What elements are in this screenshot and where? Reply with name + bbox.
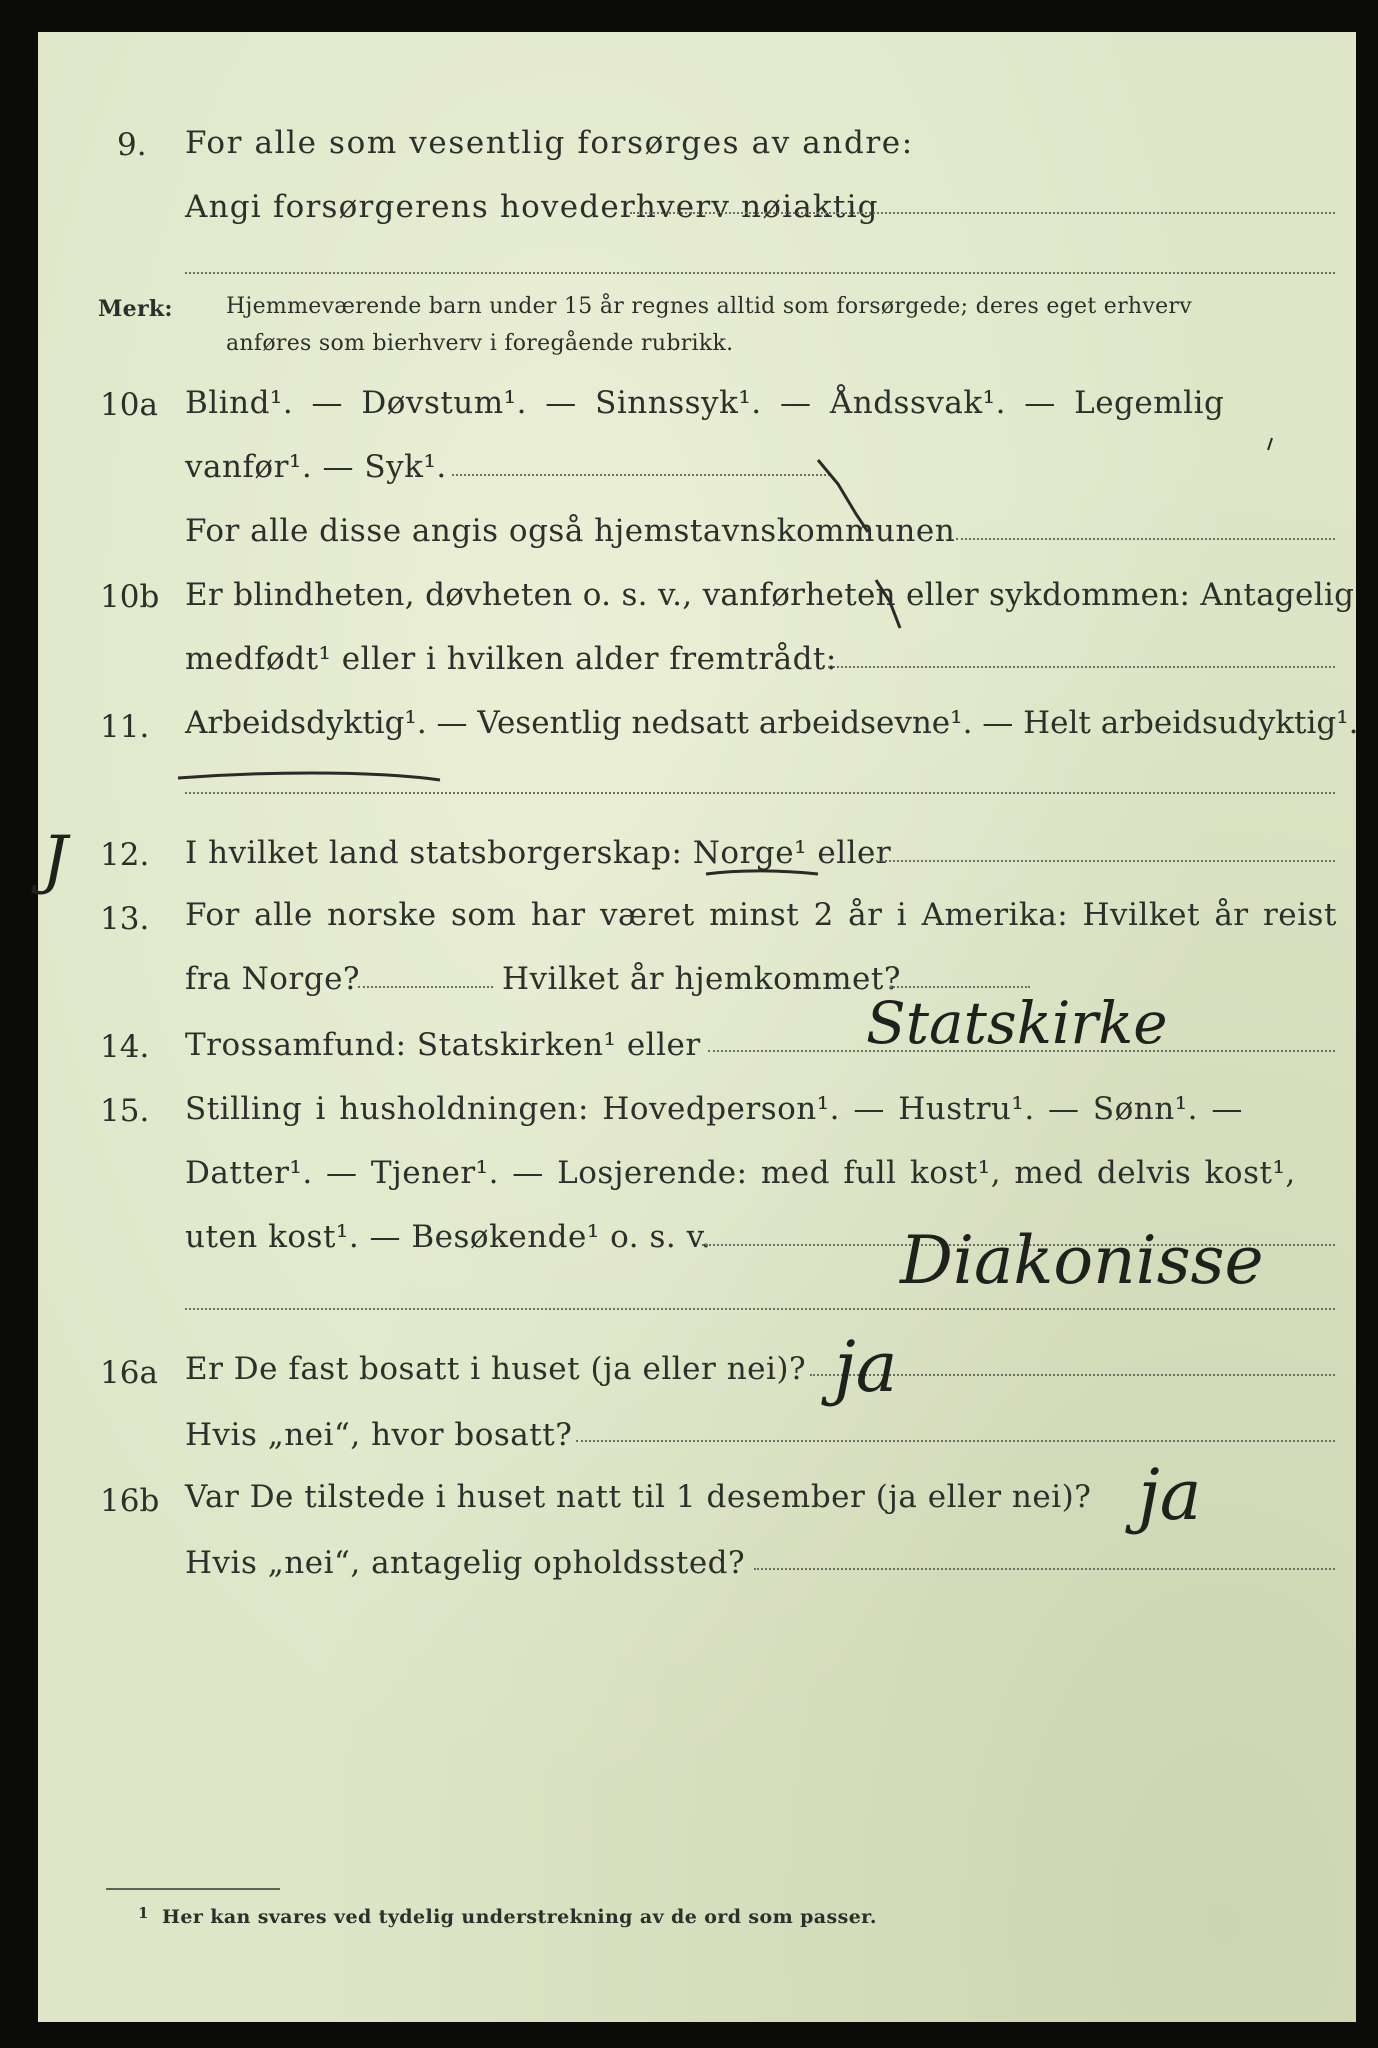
question-10a-text-2: vanfør¹. — Syk¹. [185, 449, 447, 485]
norge-underline [706, 871, 818, 874]
question-16b-handwritten-answer: ja [1138, 1454, 1202, 1536]
question-9-number: 9. [117, 127, 147, 163]
census-form-page [38, 32, 1359, 2022]
question-13-number: 13. [100, 901, 150, 937]
question-12-number: 12. [100, 837, 150, 873]
question-12-text: I hvilket land statsborgerskap: Norge¹ eller [185, 835, 892, 871]
question-16a-number: 16a [100, 1355, 158, 1391]
pen-stroke-10a [818, 460, 868, 532]
question-16b-text-2: Hvis „nei“, antagelig opholdssted? [185, 1545, 746, 1581]
question-9-text: For alle som vesentlig forsørges av andre: [185, 125, 914, 161]
question-15-text: Stilling i husholdningen: Hovedperson¹. — Hustru¹. — Sønn¹. — [185, 1091, 1243, 1127]
question-14-text: Trossamfund: Statskirken¹ eller [185, 1027, 701, 1063]
question-10a-hjemstavn: For alle disse angis også hjemstavnskommunen [185, 513, 956, 549]
arbeidsdyktig-underline [178, 773, 440, 780]
question-16a-text-2: Hvis „nei“, hvor bosatt? [185, 1417, 573, 1453]
merk-label: Merk: [98, 296, 173, 322]
question-15-number: 15. [100, 1093, 150, 1129]
pen-marks [38, 32, 1356, 2022]
question-16a-handwritten-answer: ja [834, 1326, 898, 1408]
question-10a-number: 10a [100, 387, 158, 423]
question-11-text: Arbeidsdyktig¹. — Vesentlig nedsatt arbeidsevne¹. — Helt arbeidsudyktig¹. [185, 705, 1359, 741]
merk-text-line-2: anføres som bierhverv i foregående rubrikk. [226, 331, 734, 356]
question-10a-text: Blind¹. — Døvstum¹. — Sinnssyk¹. — Åndssvak¹. — Legemlig [185, 385, 1225, 421]
margin-check-mark: J [42, 823, 68, 897]
question-16a-text: Er De fast bosatt i huset (ja eller nei)? [185, 1351, 807, 1387]
question-10b-text-2: medfødt¹ eller i hvilken alder fremtrådt: [185, 641, 837, 677]
question-13-hjemkommet-label: Hvilket år hjemkommet? [502, 961, 901, 997]
footnote-text: Her kan svares ved tydelig understrekning av de ord som passer. [162, 1906, 877, 1928]
question-9-instruction: Angi forsørgerens hovederhverv nøiaktig [185, 189, 879, 225]
pen-tick-10a [1268, 438, 1272, 450]
merk-text-line-1: Hjemmeværende barn under 15 år regnes alltid som forsørgede; deres eget erhverv [226, 294, 1192, 319]
question-15-text-2: Datter¹. — Tjener¹. — Losjerende: med full kost¹, med delvis kost¹, [185, 1155, 1296, 1191]
question-13-reist-label: fra Norge? [185, 961, 361, 997]
question-14-handwritten-answer: Statskirke [866, 989, 1168, 1057]
question-11-number: 11. [100, 709, 150, 745]
question-15-handwritten-answer: Diakonisse [900, 1222, 1264, 1299]
question-15-text-3: uten kost¹. — Besøkende¹ o. s. v. [185, 1219, 712, 1255]
question-13-text: For alle norske som har været minst 2 år i Amerika: Hvilket år reist [185, 897, 1337, 933]
question-14-number: 14. [100, 1029, 150, 1065]
question-10b-text: Er blindheten, døvheten o. s. v., vanførheten eller sykdommen: Antagelig [185, 577, 1355, 613]
question-10b-number: 10b [100, 579, 160, 615]
question-16b-text: Var De tilstede i huset natt til 1 desember (ja eller nei)? [185, 1479, 1092, 1515]
question-16b-number: 16b [100, 1483, 160, 1519]
pen-stroke-10b [876, 580, 900, 628]
footnote-marker: 1 [138, 1904, 149, 1922]
